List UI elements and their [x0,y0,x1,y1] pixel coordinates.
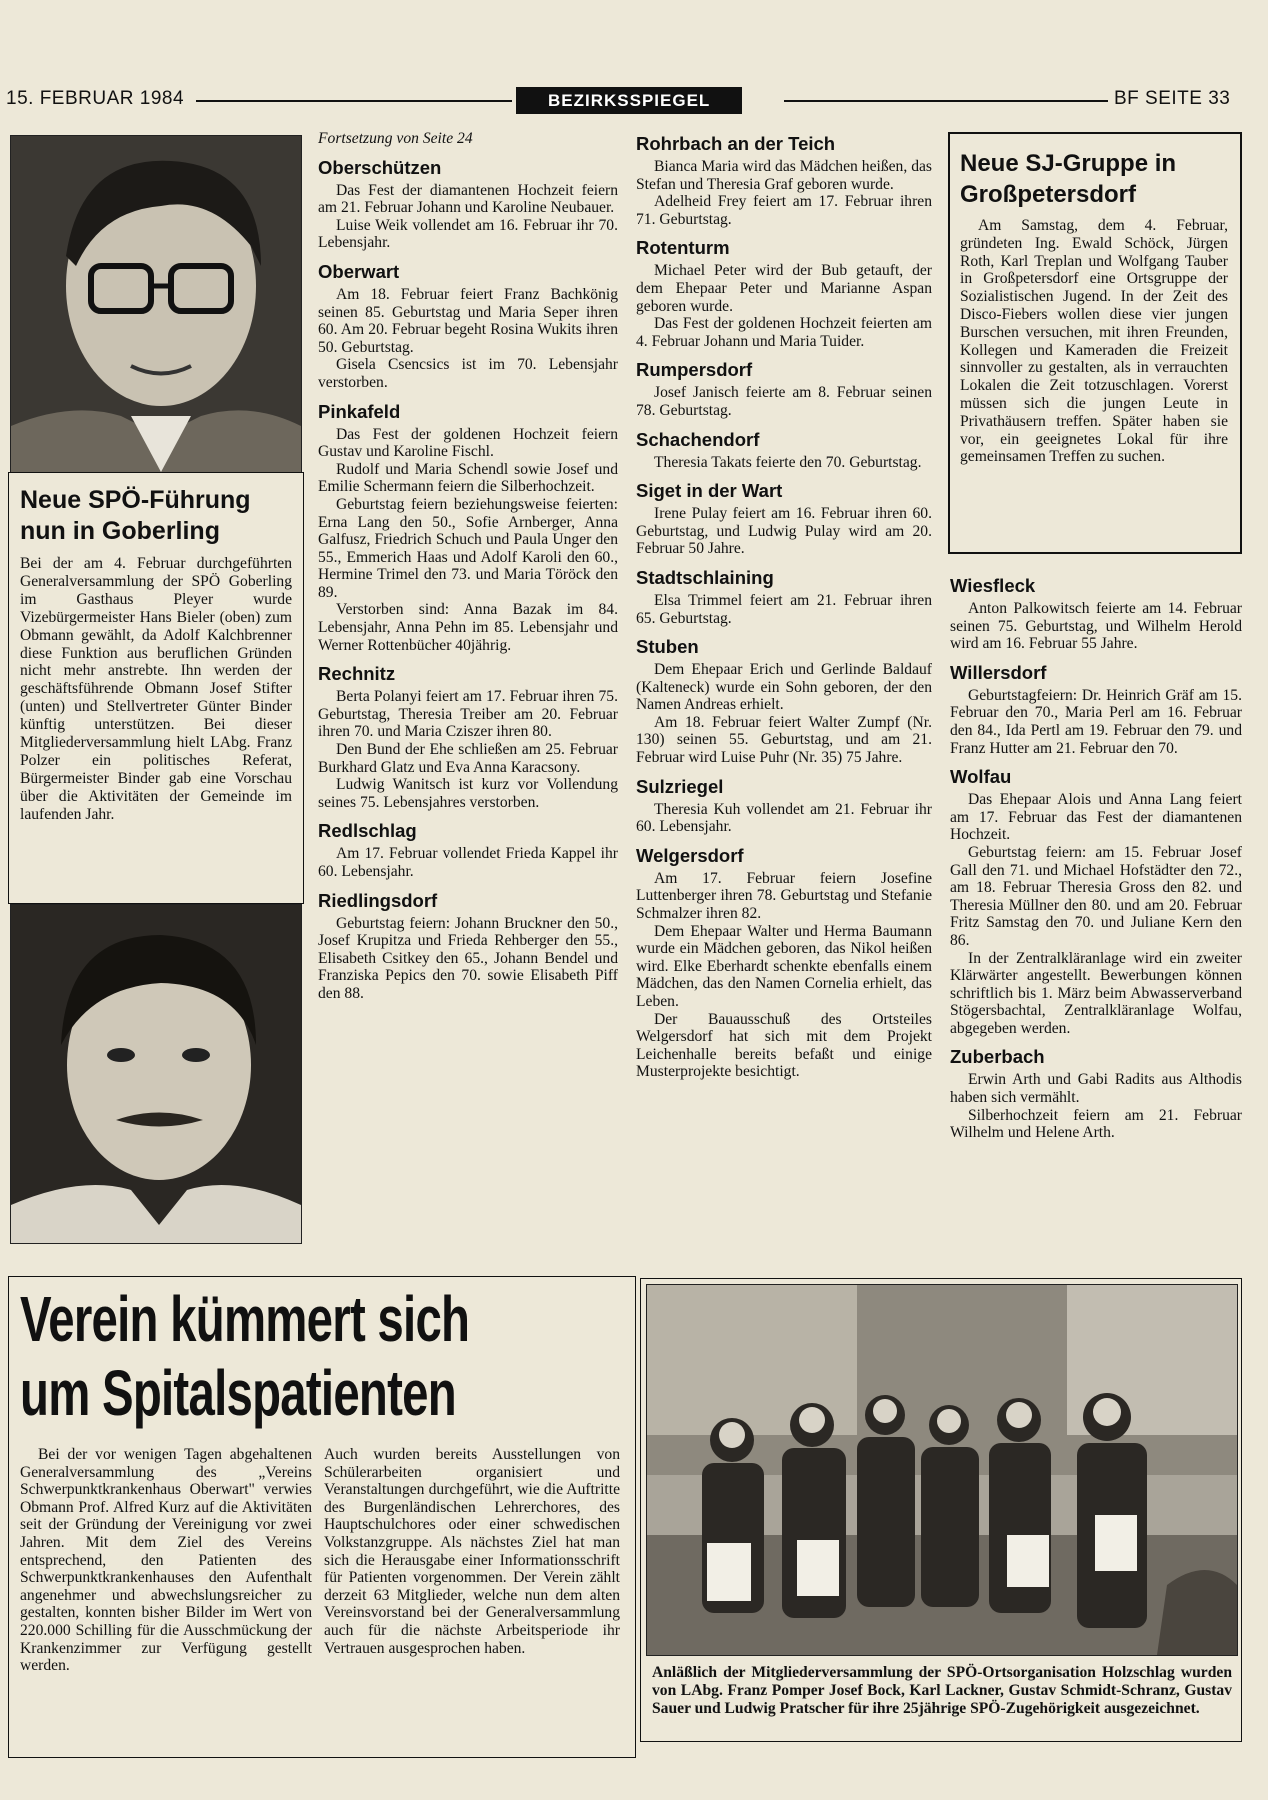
verein-paragraph-2: Auch wurden bereits Ausstellungen von Schülerarbeiten organisiert und Veranstaltungen durchgeführt, wie die Auftritte des Burgenländischen Lehrerchores, des Hauptschulchores oder einer schwedischen Volkstanzgruppe. Als nächstes Ziel hat man sich die Herausgabe einer Informationsschrift für Patienten vorgenommen. Der Verein zählt derzeit 63 Mitglieder, welche nun dem alten Vereinsvorstand bei der Generalversammlung auch für die nächste Arbeitsperiode ihr Vertrauen ausgesprochen haben. [324,1446,620,1657]
section-paragraph: Ludwig Wanitsch ist kurz vor Vollendung seines 75. Lebensjahres verstorben. [318,776,618,811]
section-paragraph: Irene Pulay feiert am 16. Februar ihren 60. Geburtstag, und Ludwig Pulay wird am 20. Februar 50 Jahre. [636,505,932,558]
section-paragraph: Verstorben sind: Anna Bazak im 84. Lebensjahr, Anna Pehn im 85. Lebensjahr und Werner Rottenbücher 40jährig. [318,601,618,654]
section-paragraph: Theresia Takats feierte den 70. Geburtstag. [654,453,922,471]
section-paragraph: Dem Ehepaar Erich und Gerlinde Baldauf (Kalteneck) wurde ein Sohn geboren, der den Namen Andreas erhielt. [636,661,932,714]
continuation-note: Fortsetzung von Seite 24 [318,130,473,147]
section-paragraph: Josef Janisch feierte am 8. Februar seinen 78. Geburtstag. [636,384,932,419]
section-paragraph: Der Bauausschuß des Ortsteiles Welgersdorf hat sich mit dem Projekt Leichenhalle bereits befaßt und einige Musterprojekte besichtigt. [636,1010,932,1081]
section-paragraph: Am 17. Februar vollendet Frieda Kappel ihr 60. Lebensjahr. [318,845,618,880]
column-local-news-1 [318,130,618,1003]
section-paragraph: Anton Palkowitsch feierte am 14. Februar seinen 75. Geburtstag, und Wilhelm Herold wird am 16. Februar 55 Jahre. [950,600,1242,653]
section-paragraph: Geburtstagfeiern: Dr. Heinrich Gräf am 15. Februar den 70., Maria Perl am 16. Februar den 84., Ida Pertl am 19. Februar den 79. und Franz Hutter am 21. Februar den 70. [950,686,1242,757]
section-title: Willersdorf [950,661,1047,683]
column-local-news-2 [636,124,932,1081]
portrait-top-image [11,136,301,472]
page-date: 15. FEBRUAR 1984 [6,88,185,109]
section-paragraph: Das Fest der diamantenen Hochzeit feiern am 21. Februar Johann und Karoline Neubauer. [318,181,618,217]
section-paragraph: Michael Peter wird der Bub getauft, der dem Ehepaar Peter und Marianne Aspan geboren wurde. [636,262,932,315]
section-paragraph: Adelheid Frey feiert am 17. Februar ihren 71. Geburtstag. [636,193,932,228]
article-paragraph: Bei der am 4. Februar durchgeführten Generalversammlung der SPÖ Goberling im Gasthaus Pleyer wurde Vizebürgermeister Hans Bieler (oben) zum Obmann gewählt, da Adolf Kalchbrenner diese Funktion aus beruflichen Gründen nicht mehr anstrebte. Ihn werden der geschäftsführende Obmann Josef Stifter (unten) und Stellvertreter Günter Binder künftig unterstützen. Bei dieser Mitgliederversammlung hielt LAbg. Franz Polzer ein politisches Referat, Bürgermeister Binder gab eine Vorschau über die Aktivitäten der Gemeinde im laufenden Jahr. [20,555,292,823]
section-title: Zuberbach [950,1046,1045,1068]
section-title: Stadtschlaining [636,566,774,588]
section-badge: BEZIRKSSPIEGEL [516,87,742,114]
section-paragraph: Erwin Arth und Gabi Radits aus Althodis haben sich vermählt. [950,1071,1242,1107]
section-paragraph: Dem Ehepaar Walter und Herma Baumann wurde ein Mädchen geboren, das Nikol heißen wird. Elke Eberhardt schenkte ebenfalls einem Mädchen, das den Namen Cornelia erhielt, das Leben. [636,922,932,1010]
header-rule-right [784,100,1108,102]
section-title: Rohrbach an der Teich [636,133,836,154]
portrait-bottom-image [11,905,301,1243]
section-title: Redlschlag [318,820,417,842]
section-title: Welgersdorf [636,844,744,866]
section-title: Oberschützen [318,156,442,178]
portrait-photo-top [10,135,302,473]
verein-headline-line-2: um Spitalspatienten [20,1357,456,1429]
section-paragraph: Am 17. Februar feiern Josefine Luttenberger ihren 78. Geburtstag und Stefanie Schmalzer ihren 82. [636,869,932,923]
article-body-spoe [20,555,292,824]
portrait-photo-bottom [10,904,302,1244]
section-title: Rotenturm [636,237,730,259]
section-paragraph: Das Fest der goldenen Hochzeit feiern Gustav und Karoline Fischl. [318,425,618,461]
section-title: Wiesfleck [950,575,1036,596]
section-paragraph: Das Fest der goldenen Hochzeit feierten am 4. Februar Johann und Maria Tuider. [636,315,932,350]
section-paragraph: Elsa Trimmel feiert am 21. Februar ihren 65. Geburtstag. [636,591,932,627]
header-rule-left [196,100,512,102]
section-title: Sulzriegel [636,775,724,797]
group-photo-image [647,1285,1237,1655]
section-paragraph: Am 18. Februar feiert Franz Bachkönig seinen 85. Geburtstag und Maria Seper ihren 60. Am 20. Februar begeht Rosina Wukits ihren 50. Geburtstag. [318,285,618,356]
sj-paragraph: Am Samstag, dem 4. Februar, gründeten Ing. Ewald Schöck, Jürgen Roth, Karl Treplan und Wolfgang Tauber in Großpetersdorf eine Ortsgruppe der Sozialistischen Jugend. In der Zeit des Disco-Fiebers wollen diese vier jungen Burschen versuchen, mit ihren Freunden, Kollegen und Kameraden die Freizeit sinnvoller zu gestalten, als in verrauchten Lokalen die Zeit totzuschlagen. Vorerst müssen sich die jungen Leute in Privathäusern treffen. Später haben sie vor, ein geeignetes Lokal für ihre gemeinsamen Treffen zu suchen. [960,217,1228,466]
verein-headline-line-1: Verein kümmert sich [20,1283,470,1355]
article-body-sj [960,217,1228,466]
article-headline-spoe [20,485,300,547]
section-paragraph: Geburtstag feiern: am 15. Februar Josef Gall den 71. und Michael Hofstädter den 72., am 18. Februar Theresia Gross den 82. und Theresia Müllner den 80. und am 20. Februar Fritz Samstag den 70. und Juliane Kern den 86. [950,843,1242,949]
section-paragraph: Berta Polanyi feiert am 17. Februar ihren 75. Geburtstag, Theresia Treiber am 20. Februar ihren 70. und Maria Cziszer ihren 80. [318,688,618,741]
section-paragraph: Gisela Csencsics ist im 70. Lebensjahr verstorben. [318,356,618,391]
section-paragraph: Rudolf und Maria Schendl sowie Josef und Emilie Schermann feiern die Silberhochzeit. [318,460,618,496]
section-paragraph: In der Zentralkläranlage wird ein zweiter Klärwärter angestellt. Bewerbungen können schriftlich bis 1. März beim Abwasserverband Stögersbachtal, Zentralkläranlage Wolfau, abgegeben werden. [950,949,1242,1037]
section-paragraph: Luise Weik vollendet am 16. Februar ihr 70. Lebensjahr. [318,216,618,252]
section-paragraph: Den Bund der Ehe schließen am 25. Februar Burkhard Glatz und Eva Anna Karacsony. [318,741,618,776]
section-title: Wolfau [950,766,1012,788]
section-paragraph: Geburtstag feiern beziehungsweise feierten: Erna Lang den 50., Sofie Arnberger, Anna Galfusz, Friedrich Schuch und Paula Unger den 55., Emmerich Haas und Adolf Karoli den 60., Hermine Trimel den 73. und Maria Töröck den 89. [318,495,618,601]
section-paragraph: Theresia Kuh vollendet am 21. Februar ihr 60. Lebensjahr. [636,800,932,836]
headline-line-1: Neue SPÖ-Führung [20,486,251,514]
group-photo [646,1284,1238,1656]
section-paragraph: Am 18. Februar feiert Walter Zumpf (Nr. 130) seinen 55. Geburtstag, und am 21. Februar wird Luise Puhr (Nr. 35) 75 Jahre. [636,713,932,767]
section-title: Rechnitz [318,663,396,685]
section-title: Pinkafeld [318,400,401,422]
group-photo-caption: Anläßlich der Mitgliederversammlung der SPÖ-Ortsorganisation Holzschlag wurden von LAbg. Franz Pomper Josef Bock, Karl Lackner, Gustav Schmidt-Schranz, Gustav Sauer und Ludwig Pratscher für ihre 25jährige SPÖ-Zugehörigkeit ausgezeichnet. [652,1664,1232,1717]
section-title: Siget in der Wart [636,480,783,502]
page-number: BF SEITE 33 [1114,88,1231,109]
sj-headline-line-2: Großpetersdorf [960,181,1137,208]
section-paragraph: Silberhochzeit feiern am 21. Februar Wilhelm und Helene Arth. [950,1106,1242,1142]
verein-column-2 [324,1446,620,1657]
column-local-news-3 [950,566,1242,1142]
section-paragraph: Das Ehepaar Alois und Anna Lang feiert am 17. Februar das Fest der diamantenen Hochzeit. [950,791,1242,844]
verein-paragraph-1: Bei der vor wenigen Tagen abgehaltenen Generalversammlung des „Vereins Schwerpunktkrankenhaus Oberwart" verwies Obmann Prof. Alfred Kurz auf die Aktivitäten seit der Gründung der Vereinigung vor zwei Jahren. Mit dem Ziel des Vereins entsprechend, den Patienten des Schwerpunktkrankenhauses den Aufenthalt angenehmer und abwechslungsreicher zu gestalten, konnten bisher Bilder im Wert von 220.000 Schilling für die Ausschmückung der Krankenzimmer zur Verfügung gestellt werden. [20,1446,312,1675]
headline-line-2: nun in Goberling [20,517,220,545]
section-title: Rumpersdorf [636,359,753,381]
section-title: Schachendorf [636,428,760,450]
article-headline-sj [960,148,1232,210]
section-title: Riedlingsdorf [318,889,438,911]
section-title: Stuben [636,636,699,658]
sj-headline-line-1: Neue SJ-Gruppe in [960,150,1177,177]
section-paragraph: Geburtstag feiern: Johann Bruckner den 50., Josef Krupitza und Frieda Rehberger den 55., Elisabeth Csitkey den 65., Johann Bendel und Franziska Pepics den 70. sowie Elisabeth Piff den 88. [318,914,618,1002]
section-paragraph: Bianca Maria wird das Mädchen heißen, das Stefan und Theresia Graf geboren wurde. [636,158,932,193]
section-title: Oberwart [318,260,400,282]
verein-column-1 [20,1446,312,1675]
